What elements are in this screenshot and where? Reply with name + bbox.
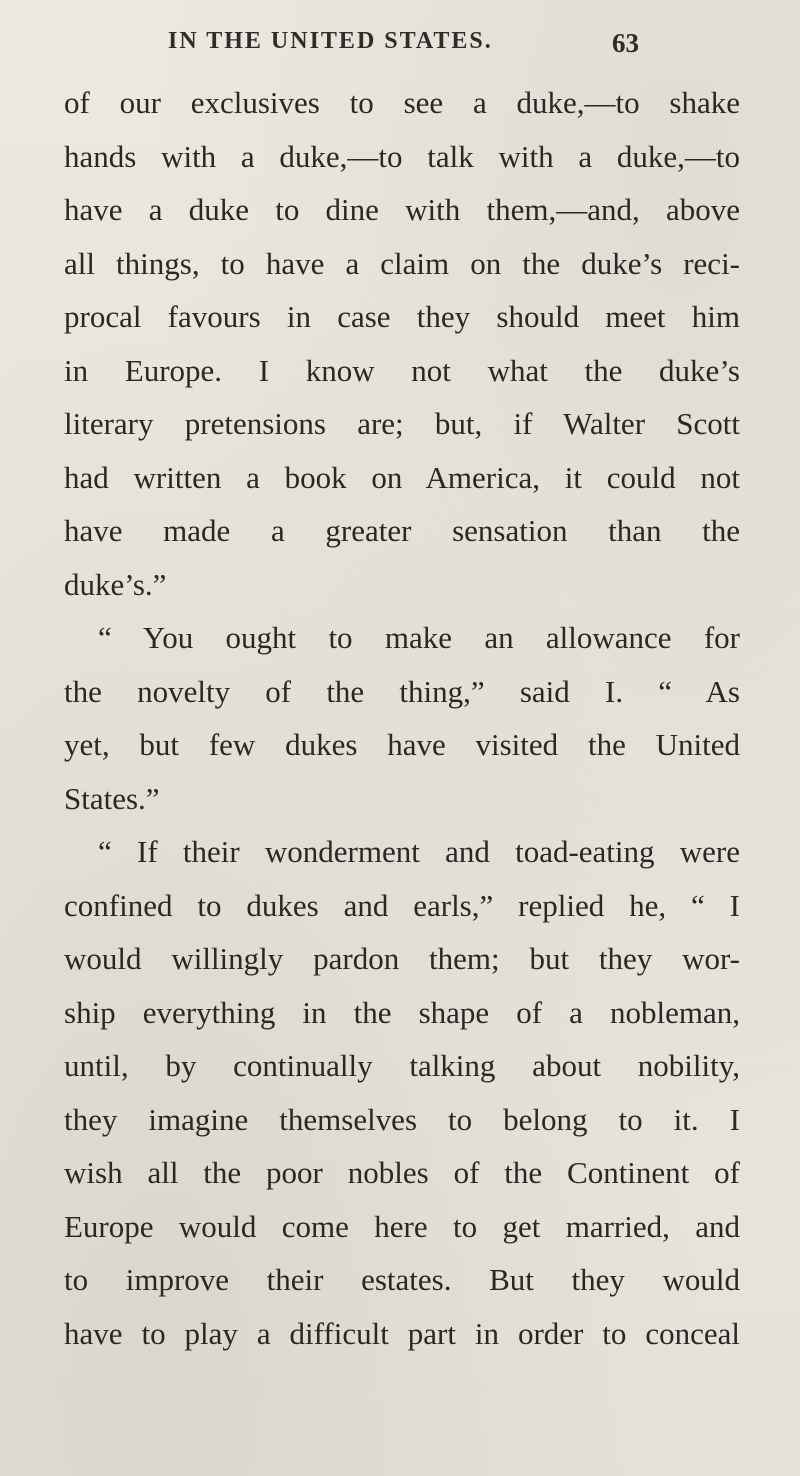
page-header [0,28,800,68]
text-line: Europe would come here to get married, and [64,1208,740,1244]
text-line: yet, but few dukes have visited the United [64,727,740,762]
text-line: ship everything in the shape of a nobleman, [64,994,740,1030]
text-line: procal favours in case they should meet him [64,299,740,334]
body-text [64,76,740,1360]
text-line: they imagine themselves to belong to it. I [64,1101,740,1137]
text-line: all things, to have a claim on the duke’s reci- [64,245,740,281]
text-line: to improve their estates. But they would [64,1262,740,1297]
text-line: would willingly pardon them; but they wor- [64,941,740,976]
text-line: literary pretensions are; but, if Walter Scott [64,406,740,441]
text-line: States.” [64,780,160,816]
text-line: wish all the poor nobles of the Continent of [64,1155,740,1190]
text-line: confined to dukes and earls,” replied he, “ I [64,887,740,923]
text-line: have made a greater sensation than the [64,513,740,548]
text-line: duke’s.” [64,566,167,602]
text-line: “ If their wonderment and toad-eating were [98,834,740,869]
text-line: have to play a difficult part in order to conceal [64,1315,740,1351]
page-number: 63 [612,28,639,58]
text-line: of our exclusives to see a duke,—to shake [64,85,740,120]
text-line: until, by continually talking about nobility, [64,1048,740,1083]
running-title: IN THE UNITED STATES. [168,28,493,54]
text-line: in Europe. I know not what the duke’s [64,352,740,388]
text-line: the novelty of the thing,” said I. “ As [64,673,740,709]
text-line: have a duke to dine with them,—and, above [64,192,740,227]
text-line: had written a book on America, it could not [64,459,740,495]
text-line: “ You ought to make an allowance for [98,620,740,655]
text-line: hands with a duke,—to talk with a duke,—to [64,138,740,174]
